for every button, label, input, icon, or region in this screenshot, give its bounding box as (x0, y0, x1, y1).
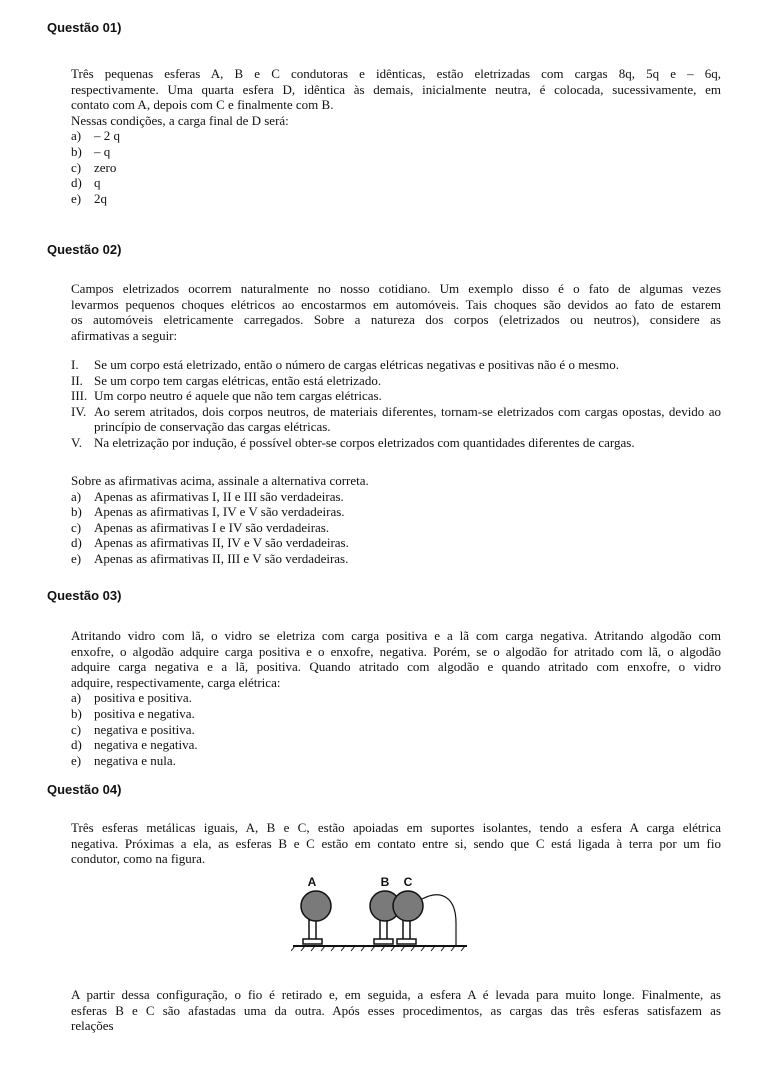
q3-stem-line: Atritando vidro com lã, o vidro se eletriza com carga positiva e a lã com carga negativa. Atritando algodão com (71, 628, 721, 643)
q4-body (71, 820, 721, 867)
q3-title: Questão 03) (47, 588, 122, 603)
support-a (303, 920, 322, 944)
q2-statement-iv: IV. Ao serem atritados, dois corpos neutros, de materiais diferentes, tornam-se eletrizados com cargas opostas, devido ao princípio de conservação das cargas elétricas. (71, 403, 721, 435)
label-c: C (403, 875, 413, 889)
q2-statement-iii: III. Um corpo neutro é aquele que não tem cargas elétricas. (71, 388, 382, 404)
q2-option-a[interactable]: a) Apenas as afirmativas I, II e III são verdadeiras. (71, 488, 344, 504)
q2-stem-line: Campos eletrizados ocorrem naturalmente no nosso cotidiano. Um exemplo disso é o fato de algumas vezes (71, 281, 721, 296)
label-b: B (380, 875, 390, 889)
q4-after (71, 987, 721, 1034)
spheres-figure (291, 873, 476, 953)
q2-stem-line: os automóveis eletricamente carregados. Sobre a natureza dos corpos (eletrizados ou neutros), considere as (71, 312, 721, 328)
q4-after-line: relações (71, 1018, 114, 1034)
q3-stem-line: adquire carga negativa e a lã, positiva. Quando atritado com algodão e quando atritado com enxofre, o vidro (71, 659, 721, 675)
q1-body (71, 66, 721, 206)
q2-statement-v: V. Na eletrização por indução, é possível obter-se corpos eletrizados com quantidades diferentes de cargas. (71, 434, 635, 450)
q2-option-c[interactable]: c) Apenas as afirmativas I e IV são verdadeiras. (71, 519, 330, 535)
q3-stem-line: enxofre, o algodão adquire carga positiva e o enxofre, negativa. Porém, se o algodão for atritado com lã, o algodão (71, 643, 721, 659)
q2-stem-line: levarmos pequenos choques elétricos ao encostarmos em automóveis. Tais choques são devidos ao fato de estarem (71, 296, 721, 312)
q2-question: Sobre as afirmativas acima, assinale a alternativa correta. (71, 473, 369, 488)
support-b (374, 920, 393, 944)
q3-option-e[interactable]: e) negativa e nula. (71, 752, 176, 768)
q3-option-d[interactable]: d) negativa e negativa. (71, 737, 198, 753)
q2-body (71, 281, 721, 343)
q3-option-b[interactable]: b) positiva e negativa. (71, 705, 195, 721)
q2-question-block (71, 473, 721, 567)
q3-stem-line: adquire, respectivamente, carga elétrica: (71, 674, 281, 690)
q4-stem-line: condutor, como na figura. (71, 851, 206, 867)
q2-statement-i: I. Se um corpo está eletrizado, então o número de cargas elétricas negativas e positivas não é o mesmo. (71, 357, 619, 372)
q1-option-c[interactable]: c) zero (71, 159, 117, 175)
support-c (397, 920, 416, 944)
sphere-a (301, 891, 331, 921)
q4-after-line: esferas B e C são afastadas uma da outra. Após esses procedimentos, as cargas das três esferas satisfazem as (71, 1002, 721, 1018)
q1-stem-line: contato com A, depois com C e finalmente com B. (71, 97, 334, 113)
q2-option-b[interactable]: b) Apenas as afirmativas I, IV e V são verdadeiras. (71, 504, 345, 520)
q3-body (71, 628, 721, 768)
q2-statements (71, 357, 721, 451)
q2-title: Questão 02) (47, 242, 122, 257)
q1-option-b[interactable]: b) – q (71, 143, 111, 159)
q1-stem-line: respectivamente. Uma quarta esfera D, idêntica às demais, inicialmente neutra, é colocada, sucessivamente, em (71, 81, 721, 97)
q1-title: Questão 01) (47, 20, 122, 35)
q1-option-d[interactable]: d) q (71, 175, 101, 191)
q1-question: Nessas condições, a carga final de D será: (71, 112, 289, 128)
q1-option-a[interactable]: a) – 2 q (71, 128, 120, 144)
q4-stem-line: negativa. Próximas a ela, as esferas B e C estão em contato entre si, sendo que C está ligada à terra por um fio (71, 835, 721, 851)
q1-stem-line: Três pequenas esferas A, B e C condutoras e idênticas, estão eletrizadas com cargas 8q, 5q e – 6q, (71, 66, 721, 81)
q4-after-line: A partir dessa configuração, o fio é retirado e, em seguida, a esfera A é levada para muito longe. Finalmente, as (71, 987, 721, 1002)
q4-stem-line: Três esferas metálicas iguais, A, B e C, estão apoiadas em suportes isolantes, tendo a esfera A carga elétrica (71, 820, 721, 835)
q2-option-e[interactable]: e) Apenas as afirmativas II, III e V são verdadeiras. (71, 550, 349, 566)
ground-wire (422, 895, 456, 946)
sphere-c (393, 891, 423, 921)
q2-option-d[interactable]: d) Apenas as afirmativas II, IV e V são verdadeiras. (71, 535, 349, 551)
q1-option-e[interactable]: e) 2q (71, 190, 107, 206)
q3-option-c[interactable]: c) negativa e positiva. (71, 721, 195, 737)
label-a: A (307, 875, 317, 889)
q3-option-a[interactable]: a) positiva e positiva. (71, 690, 192, 706)
q2-statement-ii: II. Se um corpo tem cargas elétricas, então está eletrizado. (71, 372, 382, 388)
q2-stem-line: afirmativas a seguir: (71, 327, 178, 343)
q4-title: Questão 04) (47, 782, 122, 797)
